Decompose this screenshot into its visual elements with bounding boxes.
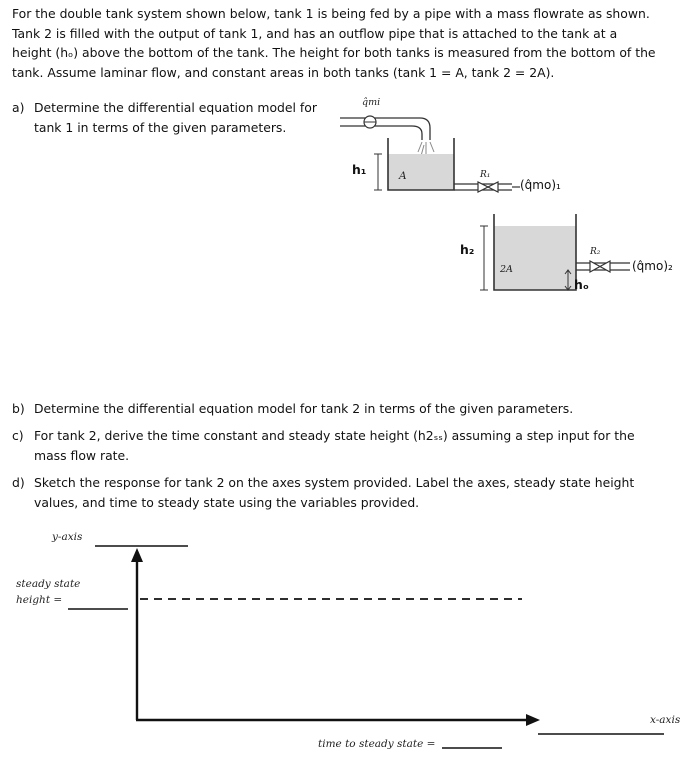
intro-line-1: For the double tank system shown below, tank 1 is being fed by a pipe with a mass flowrate as shown. — [12, 6, 650, 21]
splash-icon — [418, 142, 434, 156]
x-axis-label: x-axis — [650, 714, 681, 726]
y-axis-label: y-axis — [52, 531, 83, 543]
intro-line-3: height (hₒ) above the bottom of the tank. The height for both tanks is measured from the bottom of the — [12, 45, 656, 61]
question-c-line-1: For tank 2, derive the time constant and steady state height (h2ₛₛ) assuming a step input for the — [34, 428, 635, 443]
steady-state-label-2: height = — [16, 594, 63, 606]
intro-line-4: tank. Assume laminar flow, and constant areas in both tanks (tank 1 = A, tank 2 = 2A). — [12, 64, 555, 80]
question-c — [12, 426, 696, 465]
area-1-label: A — [399, 170, 407, 182]
question-b — [12, 399, 692, 419]
question-d-label: d) — [12, 475, 25, 490]
inflow-label: q̂mi — [362, 97, 381, 108]
time-to-steady-state-label: time to steady state = — [318, 738, 436, 750]
question-d-line-2: values, and time to steady state using the variables provided. — [34, 494, 420, 510]
r2-label: R₂ — [590, 247, 601, 257]
area-2-label: 2A — [500, 264, 513, 275]
h2-label: h₂ — [460, 242, 475, 257]
tank-2-outlet-pipe — [576, 261, 630, 272]
h1-dimension — [374, 154, 382, 190]
h2-dimension — [480, 226, 488, 290]
ho-label: hₒ — [574, 277, 589, 292]
question-c-line-2: mass flow rate. — [34, 447, 130, 463]
question-d — [12, 473, 696, 512]
question-b-text: Determine the differential equation model for tank 2 in terms of the given parameters. — [34, 401, 574, 416]
question-d-line-1: Sketch the response for tank 2 on the axes system provided. Label the axes, steady state height — [34, 475, 635, 490]
inflow-pipe — [340, 118, 430, 140]
tank-1-outlet-pipe — [454, 182, 512, 192]
intro-line-2: Tank 2 is filled with the output of tank 1, and has an outflow pipe that is attached to the tank at a — [12, 25, 618, 41]
r1-label: R₁ — [480, 170, 491, 180]
outflow-2-label: (q̂mo)₂ — [632, 259, 673, 273]
outflow-1-label: (q̂mo)₁ — [520, 178, 561, 192]
h1-label: h₁ — [352, 162, 367, 177]
question-a-line-2: tank 1 in terms of the given parameters. — [34, 119, 287, 135]
question-c-label: c) — [12, 428, 24, 443]
steady-state-label-1: steady state — [16, 578, 81, 590]
question-a-label: a) — [12, 100, 25, 115]
question-a-line-1: Determine the differential equation model for — [34, 100, 317, 115]
question-b-label: b) — [12, 401, 25, 416]
tank-1-water — [388, 154, 454, 190]
tank-2-water — [494, 226, 576, 290]
